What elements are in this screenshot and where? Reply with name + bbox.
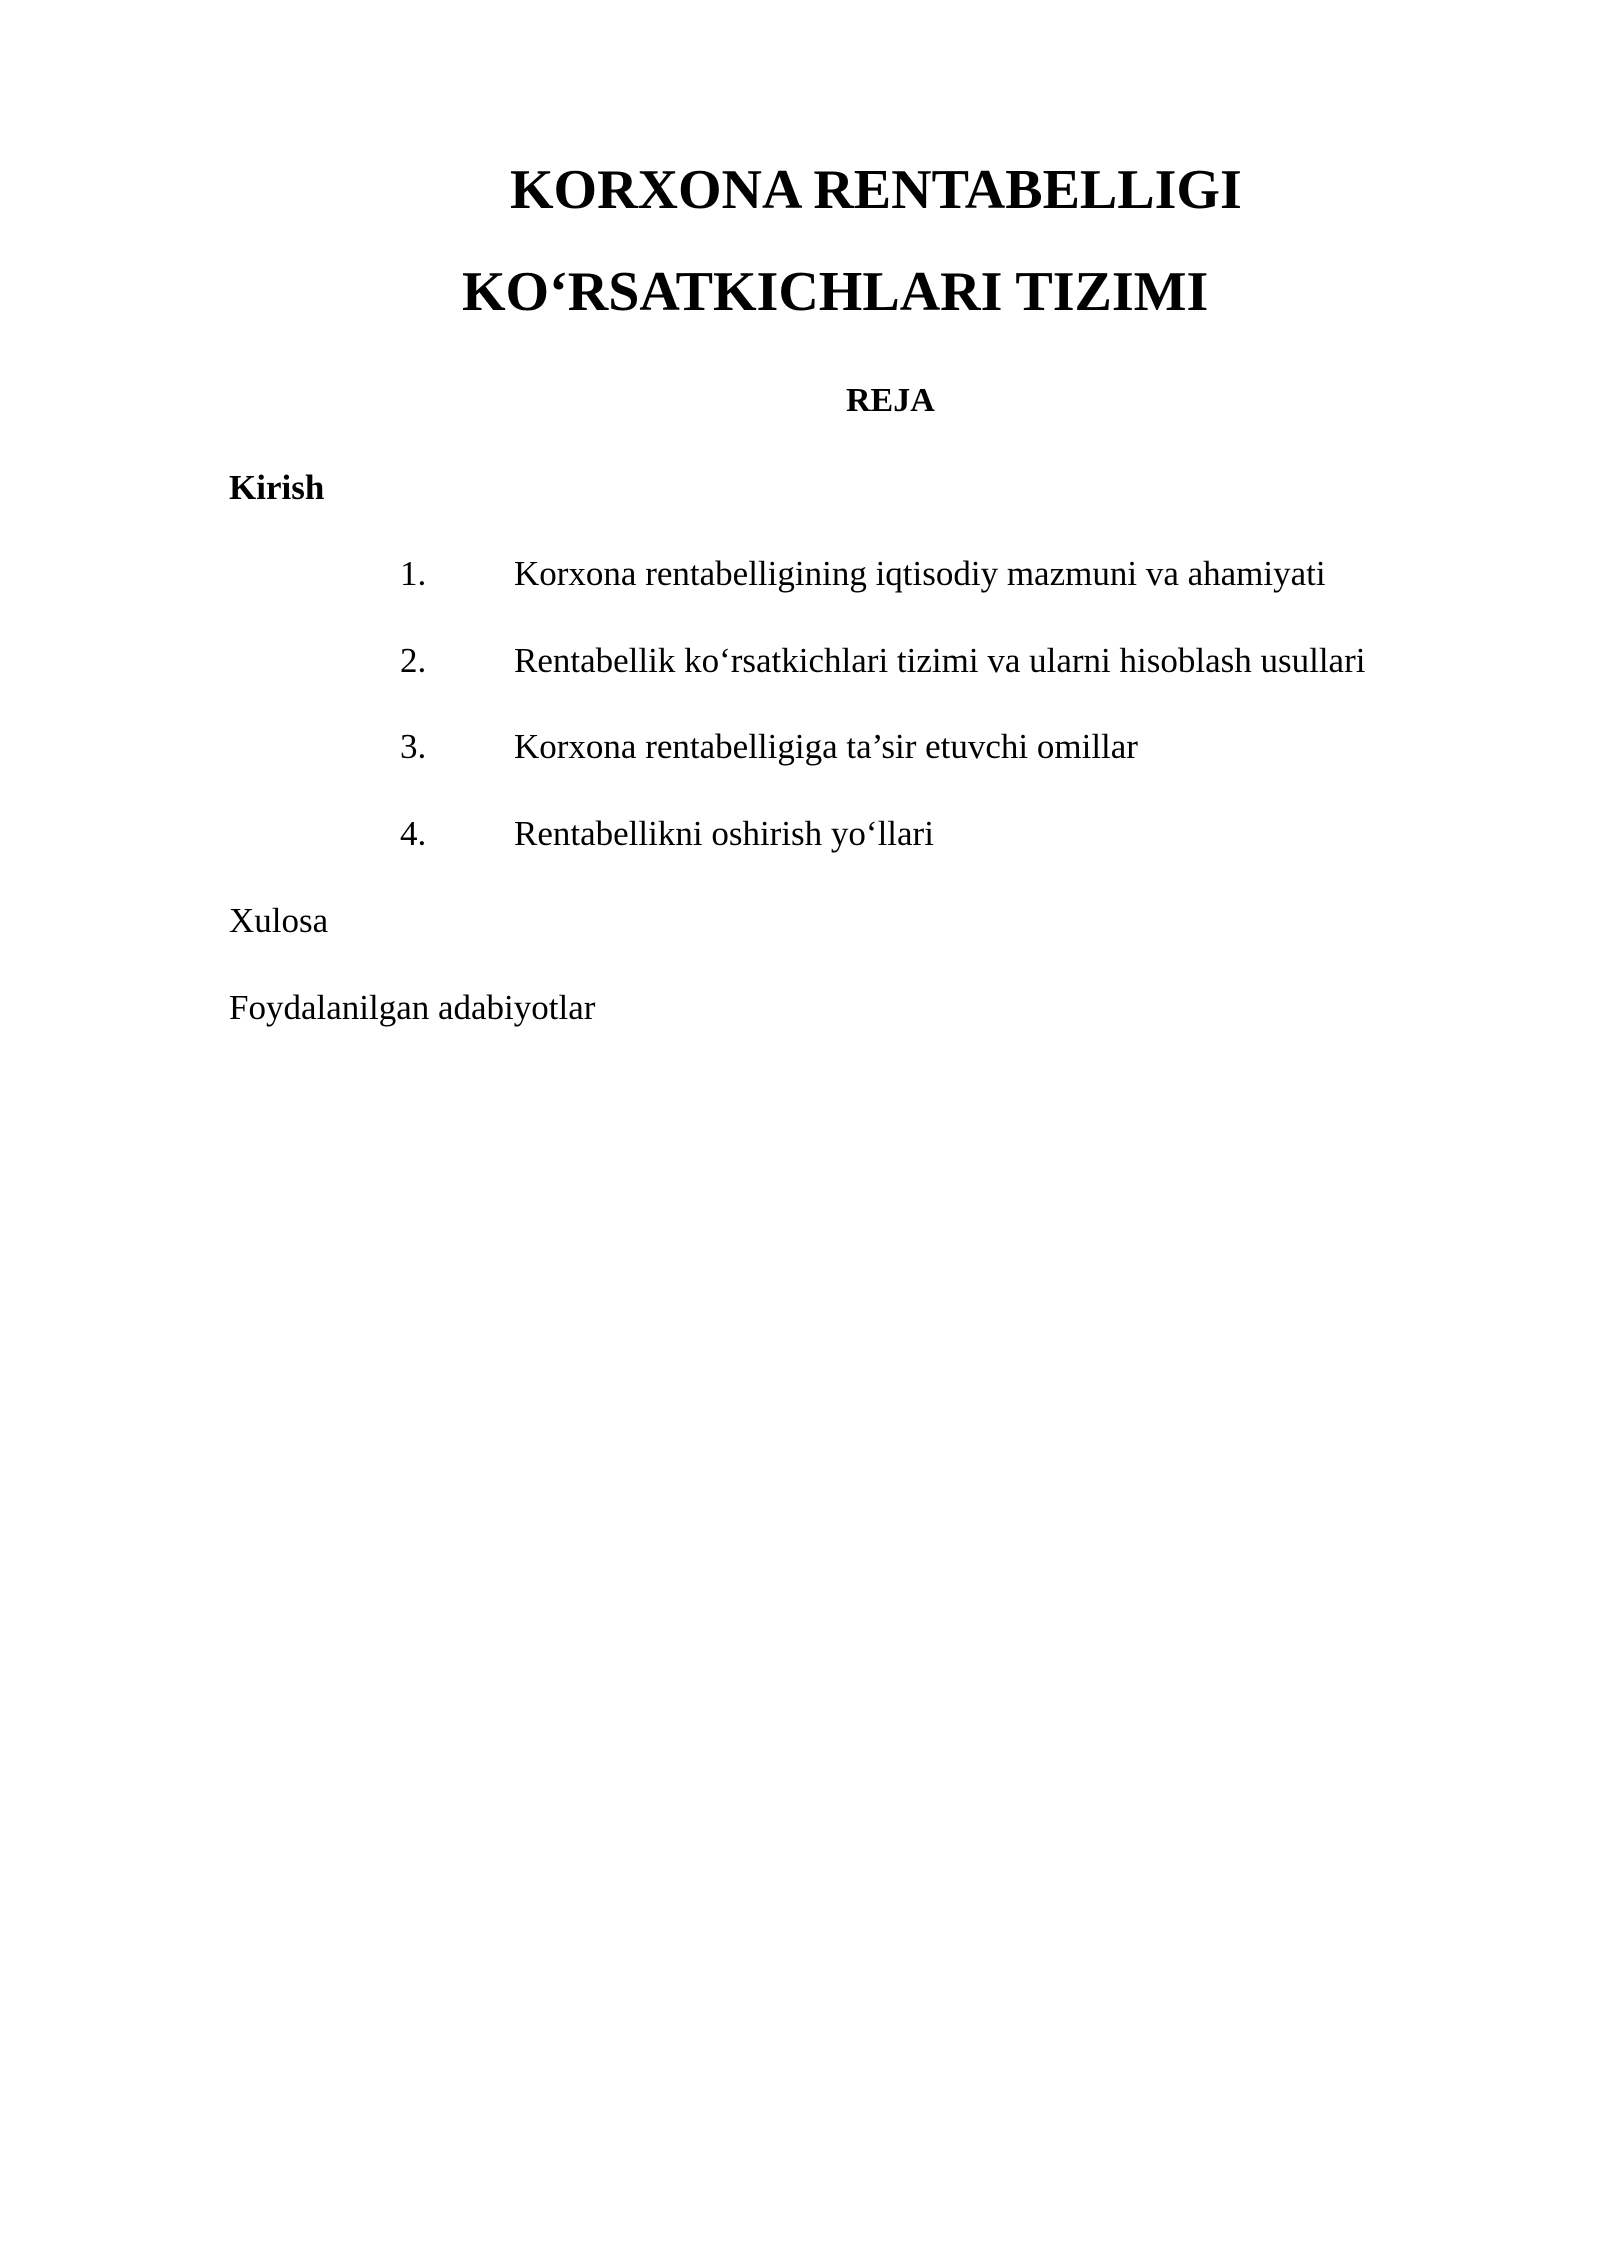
- plan-item-text: Korxona rentabelligiga ta’sir etuvchi omillar: [514, 727, 1138, 766]
- plan-item-text: Rentabellikni oshirish yo‘llari: [514, 813, 934, 853]
- plan-item-text: Korxona rentabelligining iqtisodiy mazmuni va ahamiyati: [514, 554, 1326, 593]
- plan-item-text: Rentabellik ko‘rsatkichlari tizimi va ularni hisoblash usullari: [514, 640, 1366, 680]
- references-heading: Foydalanilgan adabiyotlar: [229, 988, 596, 1027]
- plan-item-number: 2.: [400, 640, 427, 680]
- plan-heading: REJA: [846, 382, 935, 419]
- conclusion-heading: Xulosa: [229, 901, 329, 940]
- document-title-line-2: KO‘RSATKICHLARI TIZIMI: [462, 261, 1209, 323]
- document-title-line-1: KORXONA RENTABELLIGI: [510, 159, 1242, 221]
- intro-heading: Kirish: [229, 468, 325, 507]
- plan-item-number: 4.: [400, 813, 427, 853]
- plan-item-number: 3.: [400, 727, 427, 766]
- plan-item-number: 1.: [400, 554, 427, 593]
